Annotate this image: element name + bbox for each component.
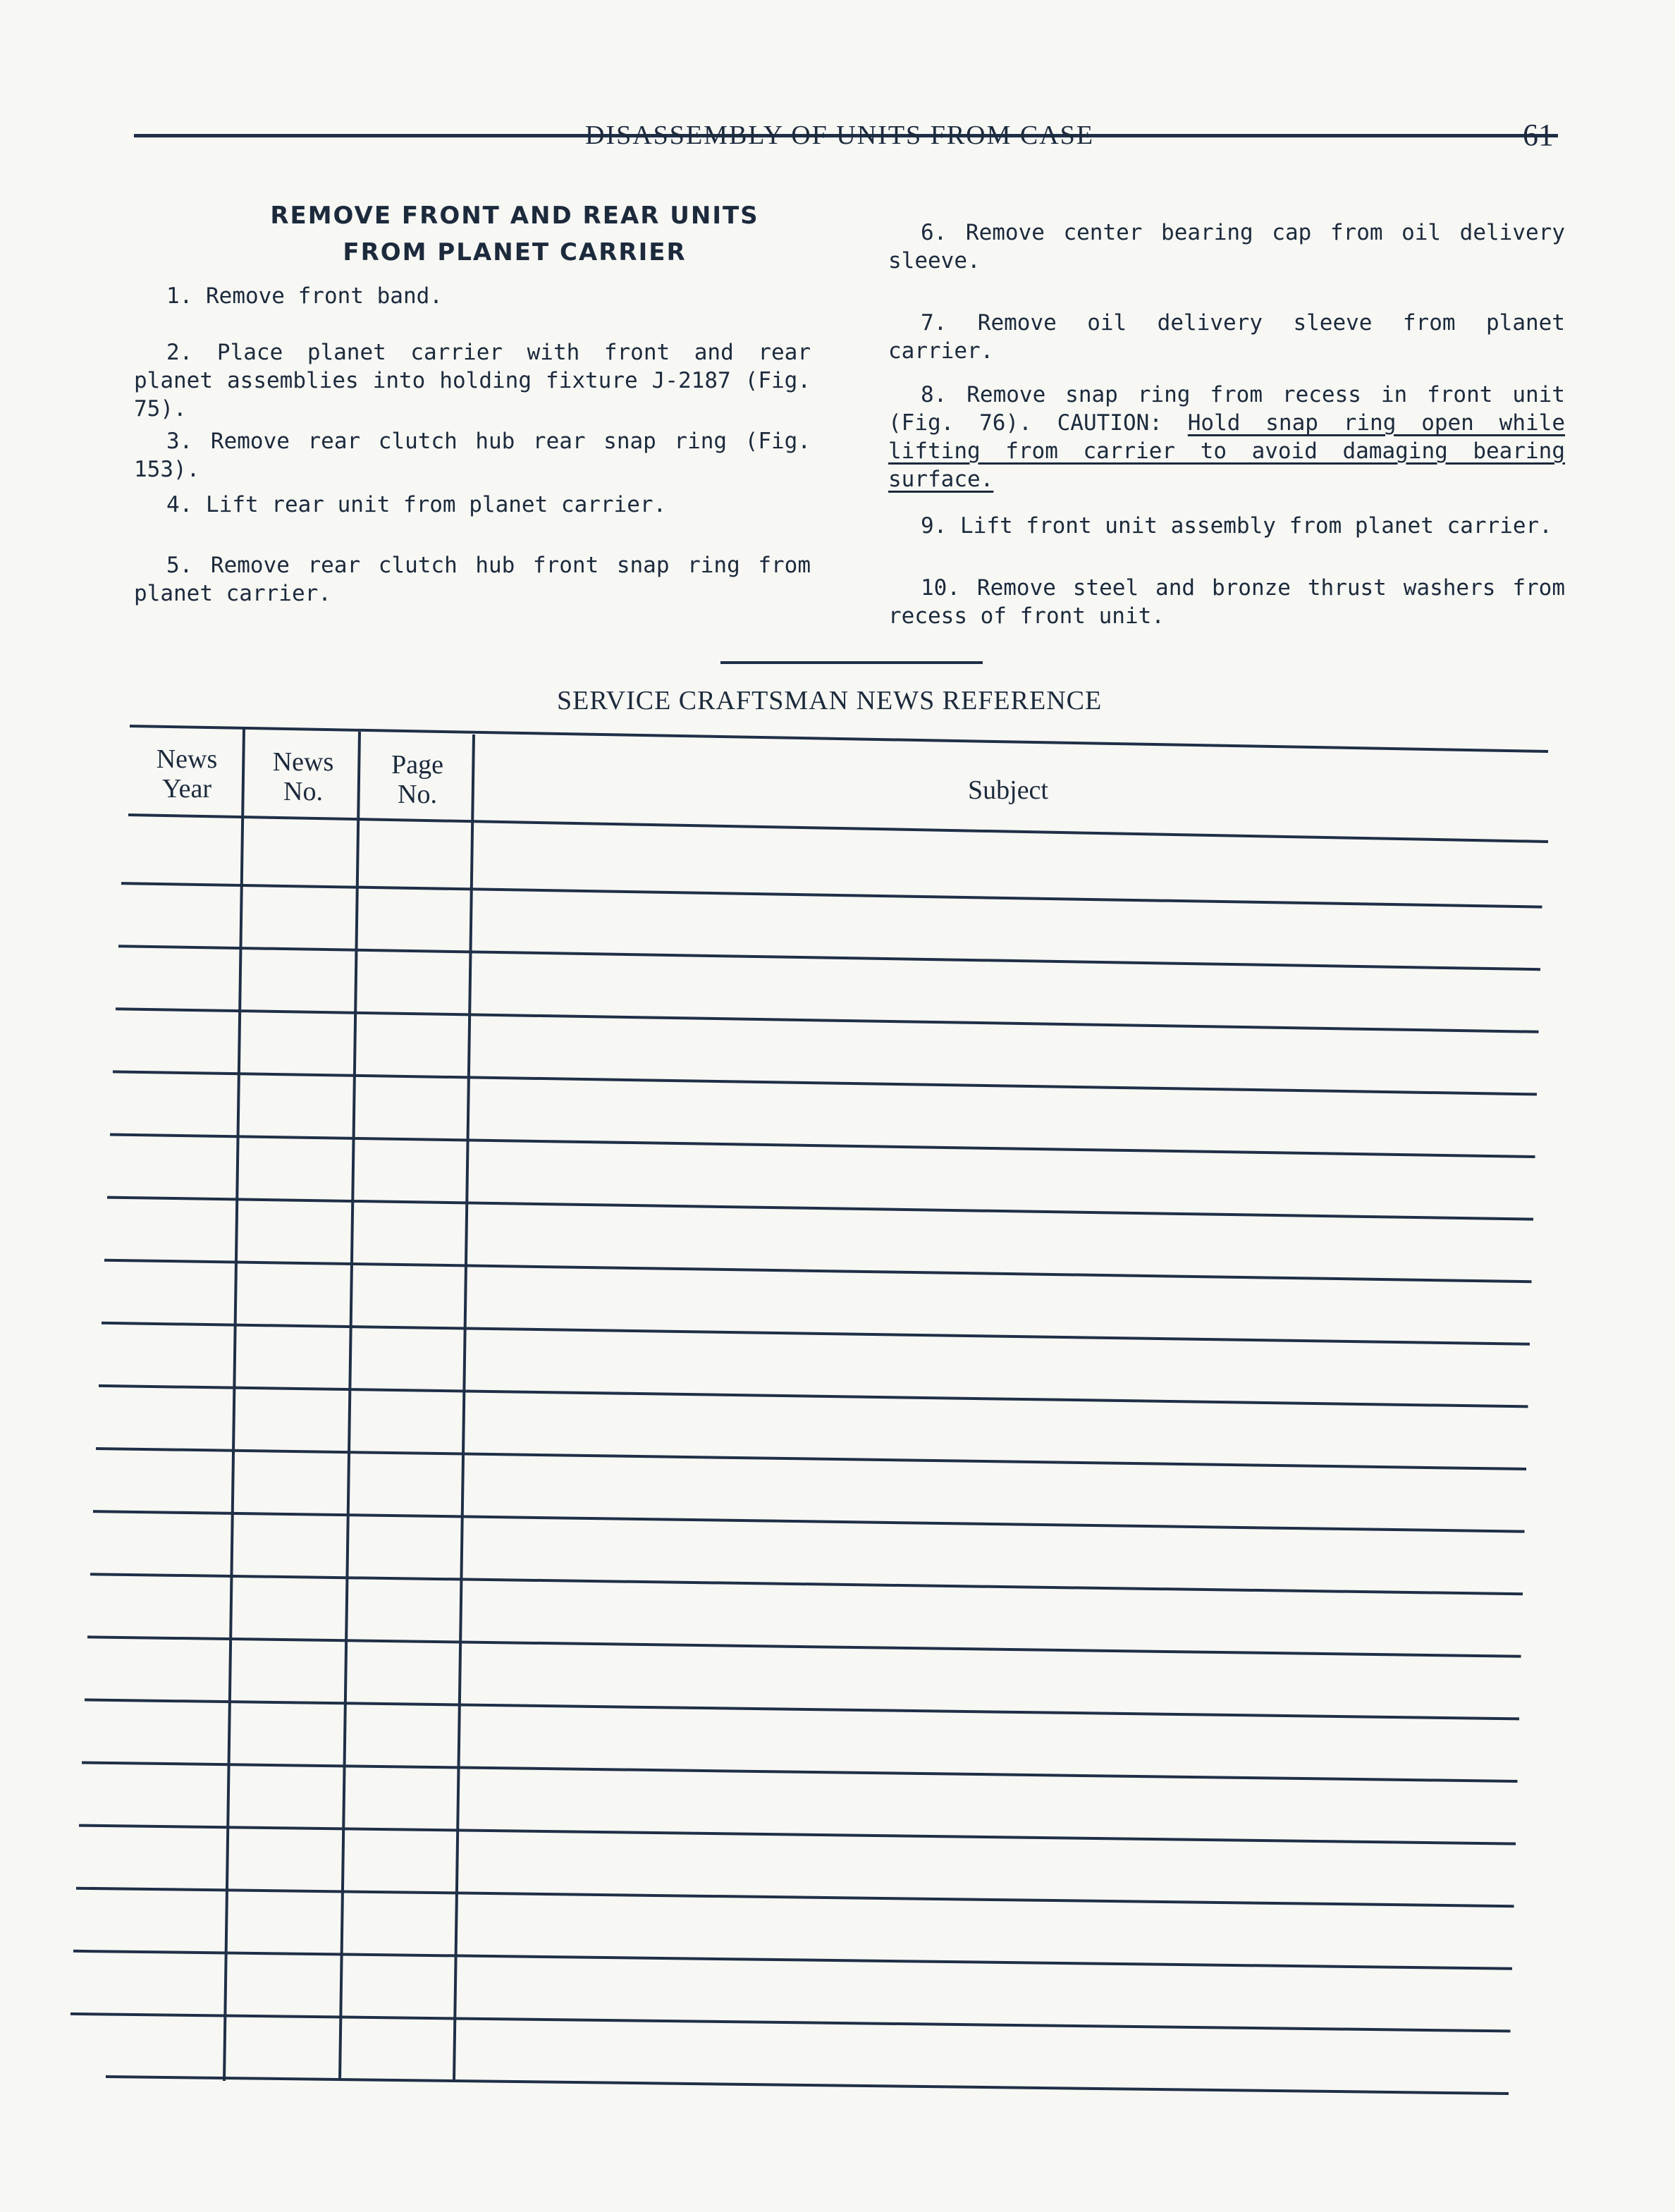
- step-3: 3. Remove rear clutch hub rear snap ring (Fig. 153).: [134, 429, 811, 482]
- table-row-rule: [79, 1826, 1516, 1844]
- table-header-rule: [128, 815, 1548, 842]
- table-row-rule: [104, 1260, 1532, 1282]
- step-10: 10. Remove steel and bronze thrust washers from recess of front unit.: [888, 575, 1565, 629]
- table-row-rule: [107, 1198, 1533, 1219]
- col-header-news-year: [134, 744, 240, 804]
- table-row-rule: [85, 1700, 1519, 1719]
- table-row-rule: [73, 1951, 1512, 1969]
- col-header-page-no-line-1: Page: [391, 750, 443, 780]
- table-row-rule: [93, 1511, 1525, 1532]
- step-1: 1. Remove front band.: [166, 283, 443, 309]
- step-6: 6. Remove center bearing cap from oil delivery sleeve.: [888, 220, 1565, 274]
- running-head: DISASSEMBLY OF UNITS FROM CASE: [585, 121, 1095, 150]
- table-row-rule: [99, 1386, 1528, 1407]
- col-header-subject: Subject: [968, 775, 1048, 805]
- col-header-page-no-line-2: No.: [398, 780, 437, 809]
- col-header-news-no: [247, 747, 360, 806]
- col-divider-2: [340, 732, 360, 2081]
- caution-label: CAUTION:: [1057, 410, 1162, 436]
- col-divider-1: [224, 729, 244, 2081]
- step-7: 7. Remove oil delivery sleeve from planet carrier.: [888, 310, 1565, 364]
- table-row-rule: [70, 2014, 1511, 2032]
- table-row-rule: [113, 1071, 1537, 1094]
- table-title: SERVICE CRAFTSMAN NEWS REFERENCE: [557, 686, 1103, 715]
- step-4: 4. Lift rear unit from planet carrier.: [166, 492, 667, 517]
- table-row-rule: [76, 1888, 1514, 1907]
- col-header-news-year-line-1: News: [156, 744, 218, 774]
- step-2: 2. Place planet carrier with front and rear planet assemblies into holding fixture J-2187 (Fig. 75).: [134, 340, 811, 422]
- step-9: 9. Lift front unit assembly from planet carrier.: [921, 513, 1552, 539]
- section-title-line-2: FROM PLANET CARRIER: [343, 238, 687, 266]
- table-row-rule: [90, 1574, 1523, 1594]
- caution-text: Hold snap ring open while lifting from carrier to avoid damaging bearing surface.: [888, 410, 1565, 492]
- col-header-news-year-line-2: Year: [161, 774, 212, 804]
- table-lines: [70, 726, 1548, 2094]
- step-8-text: 8. Remove snap ring from recess in front unit (Fig. 76).: [888, 382, 1565, 436]
- page-number: 61: [1523, 118, 1554, 152]
- table-row-rule: [116, 1009, 1539, 1032]
- table-row-rule: [82, 1763, 1518, 1782]
- table-row-rule: [96, 1449, 1526, 1469]
- col-header-news-no-line-1: News: [272, 747, 334, 777]
- col-divider-3: [454, 735, 474, 2081]
- table-row-rule: [87, 1637, 1521, 1657]
- section-title-line-1: REMOVE FRONT AND REAR UNITS: [270, 202, 759, 230]
- table-row-rule: [118, 946, 1540, 969]
- table-row-rule: [110, 1135, 1535, 1157]
- col-header-page-no: [361, 750, 474, 809]
- table-row-rule: [106, 2077, 1509, 2094]
- step-5: 5. Remove rear clutch hub front snap ring from planet carrier.: [134, 553, 811, 606]
- col-header-news-no-line-2: No.: [283, 777, 323, 806]
- table-row-rule: [121, 883, 1542, 907]
- table-row-rule: [102, 1323, 1530, 1344]
